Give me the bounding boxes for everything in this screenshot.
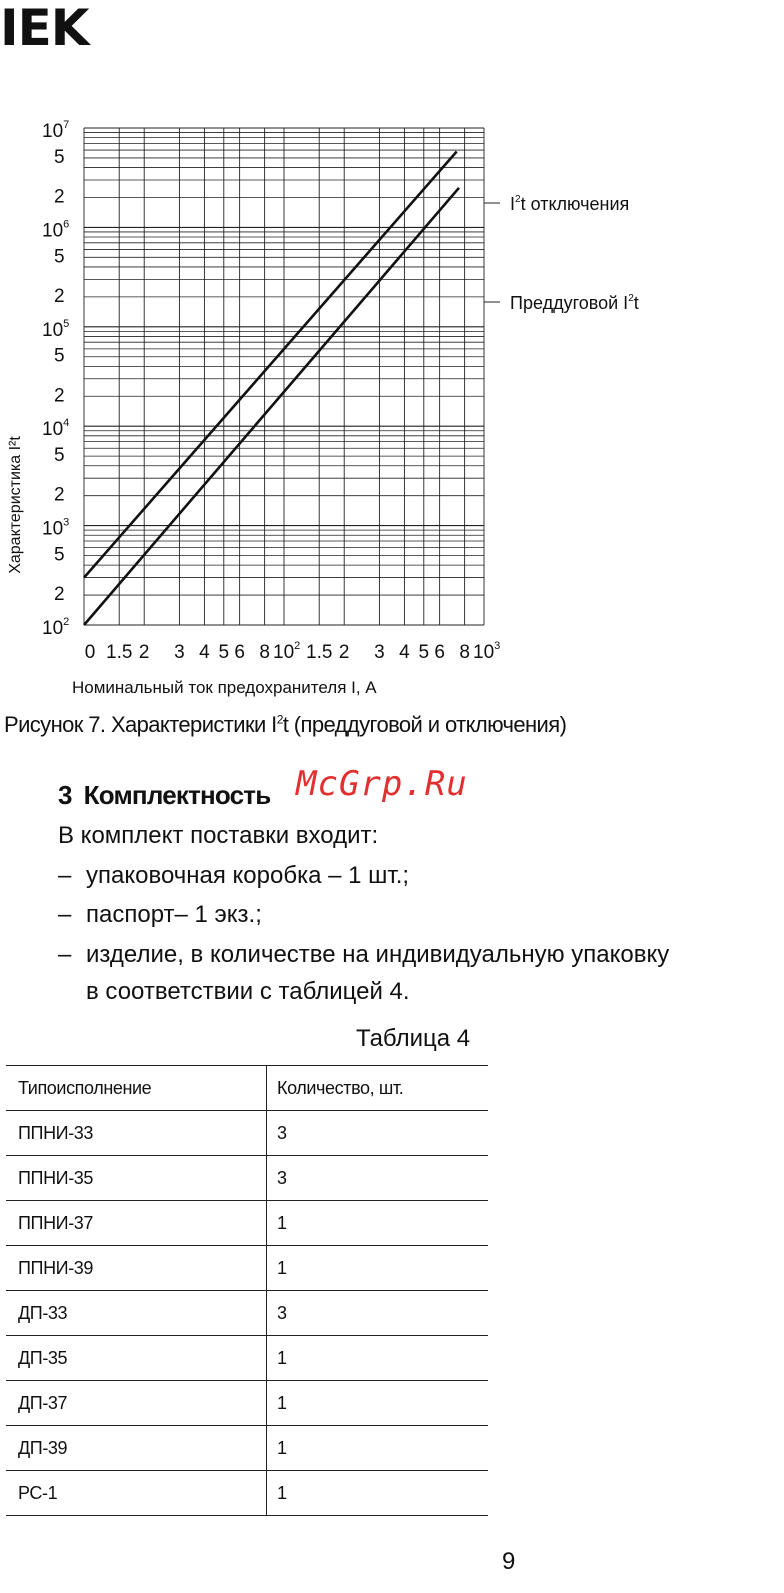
table-cell: ДП-35 (6, 1336, 267, 1381)
table-cell: 1 (267, 1471, 489, 1516)
chart-curves (84, 152, 459, 626)
table-cell: 1 (267, 1426, 489, 1471)
annotation-label: $I^2t$ отключения (510, 194, 630, 214)
annotation-label: Преддуговой $I^2t$ (510, 293, 639, 313)
x-tick-label: 0 (84, 642, 96, 663)
x-tick-labels (85, 640, 501, 663)
table-row (6, 1111, 488, 1156)
x-tick-label: 4 (399, 642, 410, 663)
x-tick-label: 5 (418, 642, 430, 663)
y-tick-label: 2 (54, 584, 65, 606)
table-header-row (6, 1066, 488, 1111)
table-row (6, 1246, 488, 1291)
iek-logo: IEK (0, 0, 89, 57)
page-number: 9 (502, 1548, 516, 1575)
x-tick-label: 3 (174, 642, 185, 663)
table-cell: ДП-39 (6, 1426, 267, 1471)
x-tick-label: $10^3$ (473, 640, 501, 663)
list-item: – упаковочная коробка – 1 шт.; (58, 862, 410, 889)
list-item: – паспорт– 1 экз.; (58, 901, 262, 928)
y-axis-label: Характеристика I²t (7, 436, 24, 574)
intro-text: В комплект поставки входит: (58, 822, 379, 849)
x-axis-label: Номинальный ток предохранителя I, А (72, 678, 377, 697)
table-row (6, 1156, 488, 1201)
x-tick-label: 3 (374, 642, 385, 663)
table-row (6, 1471, 488, 1516)
series-line (84, 188, 459, 625)
x-tick-label: 1.5 (306, 642, 333, 663)
figure-caption: Рисунок 7. Характеристики $I^2t$ (преддуговой и отключения) (4, 712, 567, 737)
table-caption: Таблица 4 (356, 1025, 471, 1052)
header-cell: Типоисполнение (6, 1066, 267, 1111)
table-cell: ППНИ-39 (6, 1246, 267, 1291)
table-cell: 1 (267, 1201, 489, 1246)
table-cell: 3 (267, 1156, 489, 1201)
x-tick-label: 8 (259, 642, 270, 663)
quantity-table (6, 1065, 488, 1516)
list-item: – изделие, в количестве на индивидуальную упаковку (58, 941, 670, 968)
table-cell: 1 (267, 1246, 489, 1291)
table-row (6, 1201, 488, 1246)
y-tick-label: 5 (54, 146, 65, 168)
y-tick-label: 2 (54, 285, 65, 307)
table-cell: ППНИ-33 (6, 1111, 267, 1156)
table-cell: 1 (267, 1381, 489, 1426)
table-row (6, 1336, 488, 1381)
table-row (6, 1291, 488, 1336)
x-tick-label: 2 (138, 642, 150, 663)
x-tick-label: 4 (199, 642, 210, 663)
y-tick-label: $10^6$ (42, 218, 70, 242)
table-row (6, 1426, 488, 1471)
section-title: Комплектность (83, 780, 271, 810)
y-tick-label: 5 (54, 544, 65, 566)
table-cell: ППНИ-35 (6, 1156, 267, 1201)
table-cell: 3 (267, 1291, 489, 1336)
y-tick-label: $10^7$ (42, 119, 70, 142)
y-tick-label: 5 (54, 246, 65, 268)
y-tick-label: $10^3$ (42, 516, 70, 540)
list-item-continuation: в соответствии с таблицей 4. (86, 978, 410, 1005)
watermark-text: McGrp.Ru (296, 764, 468, 804)
table-cell: 1 (267, 1336, 489, 1381)
section-heading (58, 780, 270, 811)
y-tick-labels (42, 119, 69, 639)
chart-annotations (484, 194, 639, 313)
x-tick-label: 8 (459, 642, 470, 663)
x-tick-label: $10^2$ (273, 640, 301, 663)
y-tick-label: $10^4$ (42, 417, 70, 441)
table-cell: ДП-37 (6, 1381, 267, 1426)
y-tick-label: 5 (54, 445, 65, 467)
y-tick-label: $10^2$ (42, 616, 70, 639)
y-tick-label: 2 (54, 186, 65, 208)
table-cell: ППНИ-37 (6, 1201, 267, 1246)
y-tick-label: 2 (54, 385, 65, 407)
y-tick-label: 2 (54, 484, 65, 506)
table-cell: 3 (267, 1111, 489, 1156)
header-cell: Количество, шт. (267, 1066, 489, 1111)
chart-grid (84, 128, 484, 625)
y-tick-label: 5 (54, 345, 65, 367)
table-cell: ДП-33 (6, 1291, 267, 1336)
table-cell: РС-1 (6, 1471, 267, 1516)
x-tick-label: 6 (434, 642, 445, 663)
x-tick-label: 1.5 (106, 642, 133, 663)
y-tick-label: $10^5$ (42, 317, 70, 341)
x-tick-label: 2 (338, 642, 350, 663)
x-tick-label: 5 (218, 642, 230, 663)
x-tick-label: 6 (234, 642, 245, 663)
series-line (84, 152, 457, 578)
table-row (6, 1381, 488, 1426)
section-number: 3 (58, 780, 72, 810)
i2t-chart (0, 105, 700, 705)
